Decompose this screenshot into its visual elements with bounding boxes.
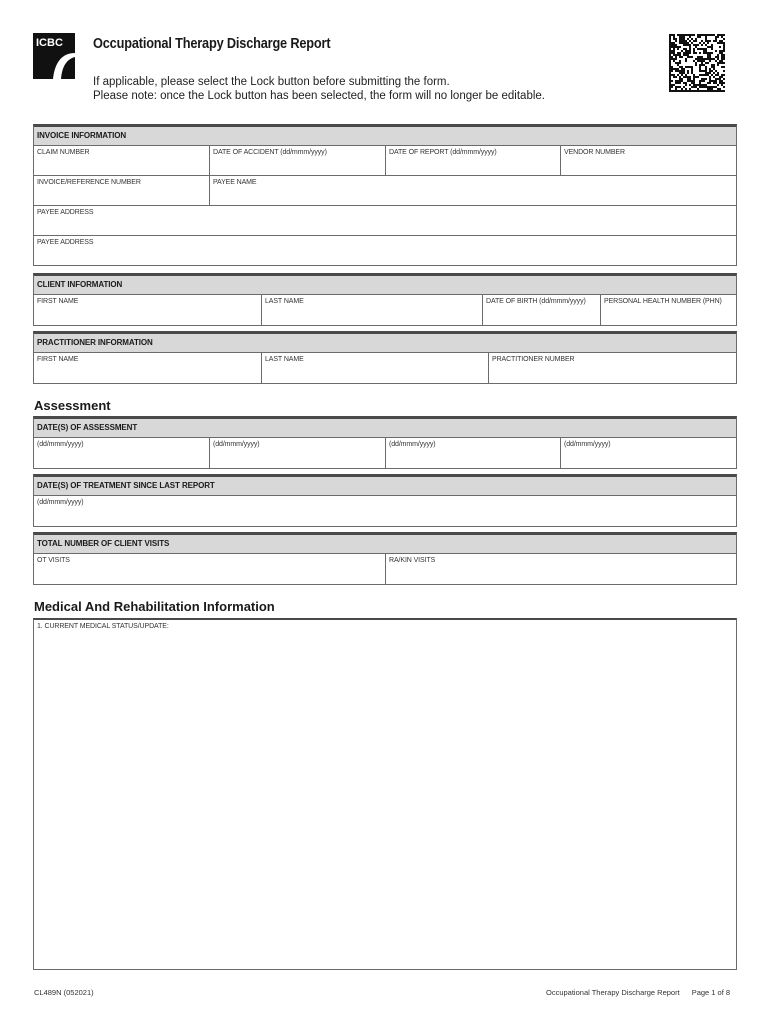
medical-heading: Medical And Rehabilitation Information: [34, 599, 275, 614]
claim-number-field[interactable]: CLAIM NUMBER: [34, 146, 210, 175]
practitioner-information-header: PRACTITIONER INFORMATION: [34, 334, 736, 353]
date-of-accident-field[interactable]: DATE OF ACCIDENT (dd/mmm/yyyy): [210, 146, 386, 175]
date-of-birth-field[interactable]: DATE OF BIRTH (dd/mmm/yyyy): [483, 295, 601, 325]
treatment-dates-section: [33, 474, 737, 527]
assessment-date-field-3[interactable]: (dd/mmm/yyyy): [386, 438, 561, 468]
invoice-information-header: INVOICE INFORMATION: [34, 127, 736, 146]
assessment-dates-header: DATE(S) OF ASSESSMENT: [34, 419, 736, 438]
current-medical-status-field[interactable]: [33, 618, 737, 970]
client-information-section: [33, 273, 737, 326]
invoice-reference-number-field[interactable]: INVOICE/REFERENCE NUMBER: [34, 176, 210, 205]
payee-address-field-2[interactable]: PAYEE ADDRESS: [37, 239, 94, 246]
form-title: Occupational Therapy Discharge Report: [93, 36, 331, 52]
vendor-number-field[interactable]: VENDOR NUMBER: [564, 149, 625, 156]
assessment-date-field-4[interactable]: (dd/mmm/yyyy): [564, 441, 611, 448]
logo-text: ICBC: [36, 37, 63, 49]
practitioner-first-name-field[interactable]: FIRST NAME: [34, 353, 262, 383]
lock-note: Please note: once the Lock button has been selected, the form will no longer be editable.: [93, 90, 545, 102]
client-visits-section: [33, 532, 737, 585]
treatment-dates-header: DATE(S) OF TREATMENT SINCE LAST REPORT: [34, 477, 736, 496]
invoice-information-section: [33, 124, 737, 266]
form-code: CL489N (052021): [34, 988, 94, 997]
practitioner-information-section: [33, 331, 737, 384]
assessment-date-field-2[interactable]: (dd/mmm/yyyy): [210, 438, 386, 468]
payee-address-field-1[interactable]: PAYEE ADDRESS: [37, 209, 94, 216]
assessment-heading: Assessment: [34, 398, 111, 413]
client-last-name-field[interactable]: LAST NAME: [262, 295, 483, 325]
phn-field[interactable]: PERSONAL HEALTH NUMBER (PHN): [604, 298, 722, 305]
client-first-name-field[interactable]: FIRST NAME: [34, 295, 262, 325]
assessment-dates-section: [33, 416, 737, 469]
treatment-dates-field[interactable]: (dd/mmm/yyyy): [37, 499, 84, 506]
practitioner-number-field[interactable]: PRACTITIONER NUMBER: [492, 356, 575, 363]
footer-form-name: Occupational Therapy Discharge Report: [546, 988, 680, 997]
barcode-2d: [669, 34, 725, 92]
date-of-report-field[interactable]: DATE OF REPORT (dd/mmm/yyyy): [386, 146, 561, 175]
icbc-logo: [33, 33, 75, 79]
page-number: Page 1 of 8: [691, 988, 731, 997]
client-information-header: CLIENT INFORMATION: [34, 276, 736, 295]
ra-kin-visits-field[interactable]: RA/KIN VISITS: [389, 557, 436, 564]
footer-info: [546, 988, 730, 997]
current-medical-status-label: 1. CURRENT MEDICAL STATUS/UPDATE:: [37, 623, 169, 630]
practitioner-last-name-field[interactable]: LAST NAME: [262, 353, 489, 383]
assessment-date-field-1[interactable]: (dd/mmm/yyyy): [34, 438, 210, 468]
payee-name-field[interactable]: PAYEE NAME: [213, 179, 257, 186]
ot-visits-field[interactable]: OT VISITS: [34, 554, 386, 584]
lock-instruction: If applicable, please select the Lock button before submitting the form.: [93, 76, 450, 88]
client-visits-header: TOTAL NUMBER OF CLIENT VISITS: [34, 535, 736, 554]
